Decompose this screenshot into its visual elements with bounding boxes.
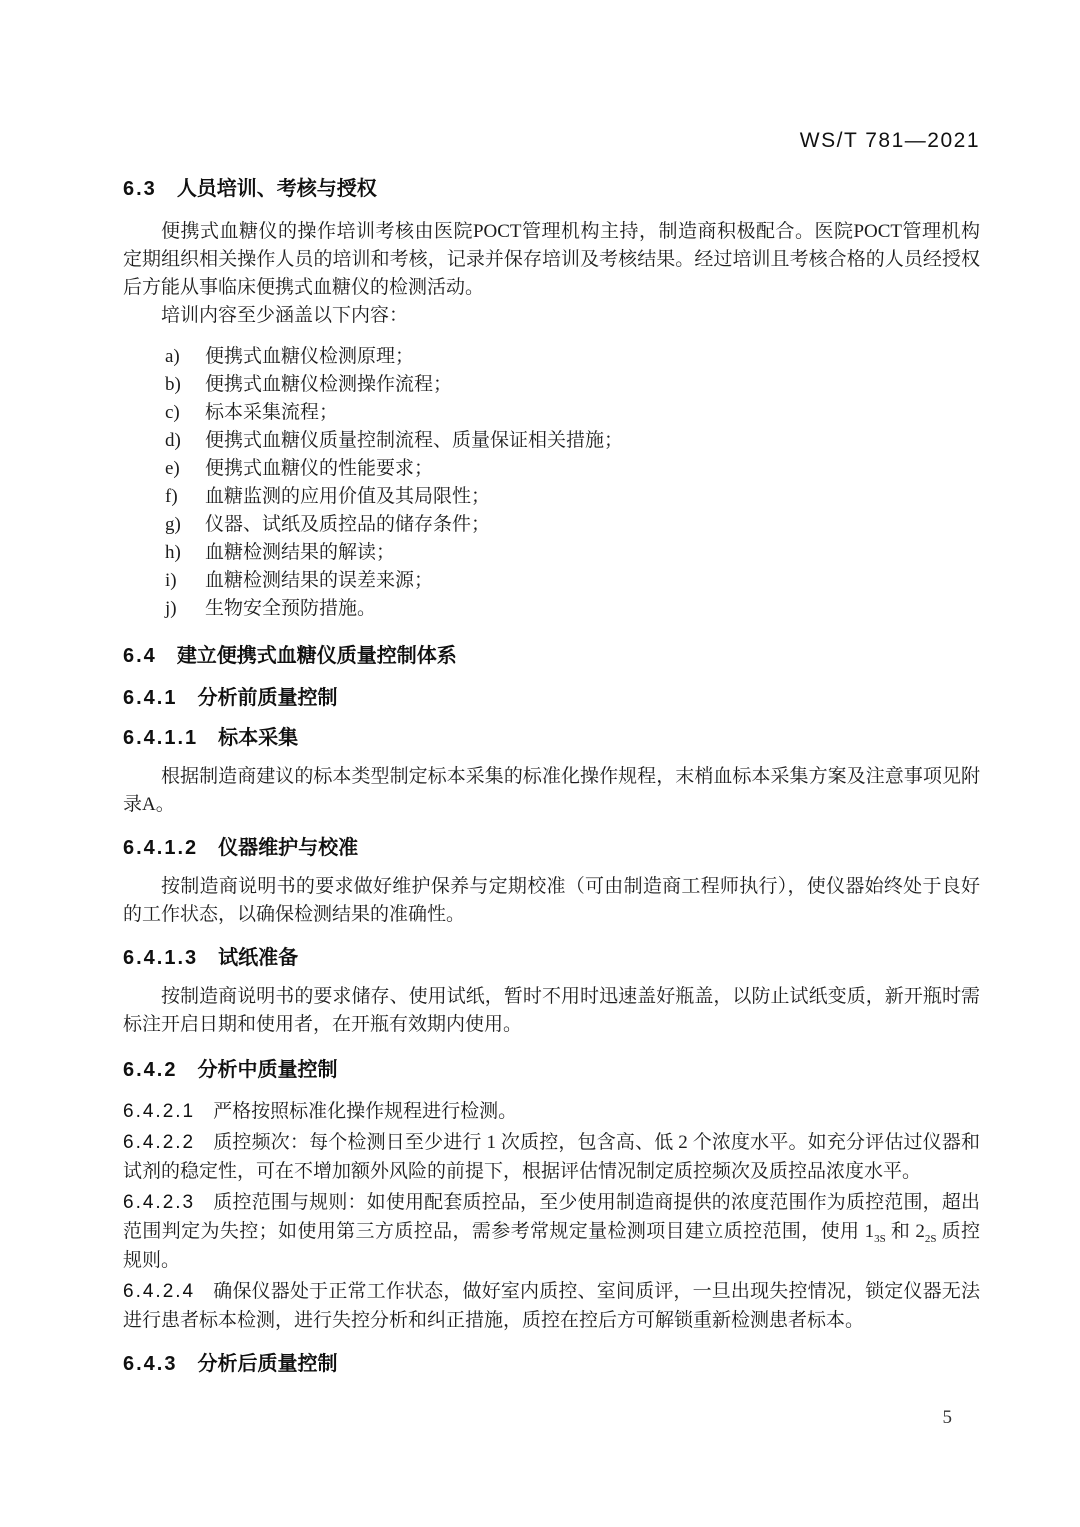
list-item-label: d): [165, 430, 181, 451]
list-item-label: g): [165, 514, 181, 535]
heading-title: 人员培训、考核与授权: [176, 178, 377, 200]
clause-text: 质控规则。: [123, 1221, 980, 1271]
list-item-text: 生物安全预防措施。: [205, 598, 377, 619]
qc-rule-1-base: 1: [864, 1221, 875, 1242]
clause-number: 6.4.2.3: [123, 1192, 196, 1213]
list-item: [123, 399, 980, 427]
qc-rule-2-base: 2: [915, 1221, 925, 1242]
list-item: [123, 343, 980, 371]
list-item-text: 标本采集流程；: [205, 402, 339, 423]
paragraph-test-strip: 按制造商说明书的要求储存、使用试纸，暂时不用时迅速盖好瓶盖，以防止试纸变质，新开瓶时需标注开启日期和使用者，在开瓶有效期内使用。: [123, 986, 980, 1035]
qc-rule-1-subscript: 3S: [874, 1232, 886, 1245]
section-heading-6-4-1-2: [123, 835, 980, 861]
list-item-label: j): [165, 598, 177, 619]
clause-text: 严格按照标准化操作规程进行检测。: [213, 1101, 518, 1122]
standard-code: WS/T 781—2021: [799, 129, 980, 152]
list-item: [123, 427, 980, 455]
list-item-text: 便携式血糖仪检测操作流程；: [205, 374, 453, 395]
clause-number: 6.4.2.2: [123, 1132, 196, 1153]
clause-number: 6.4.2.1: [123, 1101, 196, 1122]
list-item-label: c): [165, 402, 180, 423]
list-item: [123, 511, 980, 539]
list-item: [123, 539, 980, 567]
list-item-label: a): [165, 346, 180, 367]
heading-number: 6.4: [123, 645, 157, 667]
section-heading-6-4-3: [123, 1351, 980, 1377]
heading-number: 6.4.1.3: [123, 947, 199, 969]
heading-number: 6.4.2: [123, 1059, 178, 1081]
list-item-text: 仪器、试纸及质控品的储存条件；: [205, 514, 491, 535]
heading-title: 分析后质量控制: [197, 1353, 338, 1375]
heading-number: 6.4.1.2: [123, 837, 199, 859]
page-number: 5: [942, 1407, 952, 1428]
clause-6-4-2-2: [123, 1128, 980, 1186]
heading-title: 建立便携式血糖仪质量控制体系: [176, 645, 457, 667]
training-content-list: [123, 343, 980, 623]
clause-text: 质控频次：每个检测日至少进行 1 次质控，包含高、低 2 个浓度水平。如充分评估过仪器和试剂的稳定性，可在不增加额外风险的前提下，根据评估情况制定质控频次及质控品浓度水平。: [123, 1132, 980, 1182]
list-item: [123, 455, 980, 483]
list-item-label: i): [165, 570, 177, 591]
paragraph-training: 便携式血糖仪的操作培训考核由医院POCT管理机构主持，制造商积极配合。医院POCT管理机构定期组织相关操作人员的培训和考核，记录并保存培训及考核结果。经过培训且考核合格的人员经授权后方能从事临床便携式血糖仪的检测活动。: [123, 221, 980, 298]
list-item-text: 血糖检测结果的误差来源；: [205, 570, 434, 591]
list-item-label: h): [165, 542, 181, 563]
heading-title: 标本采集: [218, 727, 299, 749]
clause-text: 质控范围与规则：如使用配套质控品，至少使用制造商提供的浓度范围作为质控范围，超出范围判定为失控；如使用第三方质控品，需参考常规定量检测项目建立质控范围，使用: [123, 1192, 980, 1242]
list-item-label: b): [165, 374, 181, 395]
section-heading-6-4: [123, 643, 980, 669]
section-heading-6-3: [123, 176, 980, 202]
qc-clauses: [123, 1097, 980, 1335]
list-item-label: f): [165, 486, 178, 507]
heading-title: 分析前质量控制: [197, 687, 338, 709]
list-item-label: e): [165, 458, 180, 479]
list-item: [123, 483, 980, 511]
list-item-text: 便携式血糖仪检测原理；: [205, 346, 415, 367]
clause-number: 6.4.2.4: [123, 1281, 196, 1302]
list-item-text: 便携式血糖仪质量控制流程、质量保证相关措施；: [205, 430, 624, 451]
heading-number: 6.3: [123, 178, 157, 200]
section-heading-6-4-1-1: [123, 725, 980, 751]
heading-number: 6.4.1.1: [123, 727, 199, 749]
list-item-text: 血糖监测的应用价值及其局限性；: [205, 486, 491, 507]
heading-title: 仪器维护与校准: [218, 837, 359, 859]
list-item: [123, 567, 980, 595]
list-intro: 培训内容至少涵盖以下内容：: [161, 305, 409, 326]
heading-title: 试纸准备: [218, 947, 299, 969]
clause-text: 确保仪器处于正常工作状态，做好室内质控、室间质评，一旦出现失控情况，锁定仪器无法进行患者标本检测，进行失控分析和纠正措施，质控在控后方可解锁重新检测患者标本。: [123, 1281, 980, 1331]
section-heading-6-4-1-3: [123, 945, 980, 971]
clause-text: 和: [885, 1221, 916, 1242]
clause-6-4-2-4: [123, 1277, 980, 1335]
heading-number: 6.4.3: [123, 1353, 178, 1375]
paragraph-specimen-collection: 根据制造商建议的标本类型制定标本采集的标准化操作规程，末梢血标本采集方案及注意事项见附录A。: [123, 766, 980, 815]
clause-6-4-2-1: [123, 1097, 980, 1126]
list-item-text: 血糖检测结果的解读；: [205, 542, 396, 563]
heading-number: 6.4.1: [123, 687, 178, 709]
list-item-text: 便携式血糖仪的性能要求；: [205, 458, 434, 479]
clause-6-4-2-3: [123, 1188, 980, 1275]
section-heading-6-4-1: [123, 685, 980, 711]
list-item: [123, 371, 980, 399]
list-item: [123, 595, 980, 623]
section-heading-6-4-2: [123, 1057, 980, 1083]
heading-title: 分析中质量控制: [197, 1059, 338, 1081]
qc-rule-2-subscript: 2S: [924, 1232, 937, 1245]
paragraph-maintenance-calibration: 按制造商说明书的要求做好维护保养与定期校准（可由制造商工程师执行），使仪器始终处于良好的工作状态，以确保检测结果的准确性。: [123, 876, 980, 925]
